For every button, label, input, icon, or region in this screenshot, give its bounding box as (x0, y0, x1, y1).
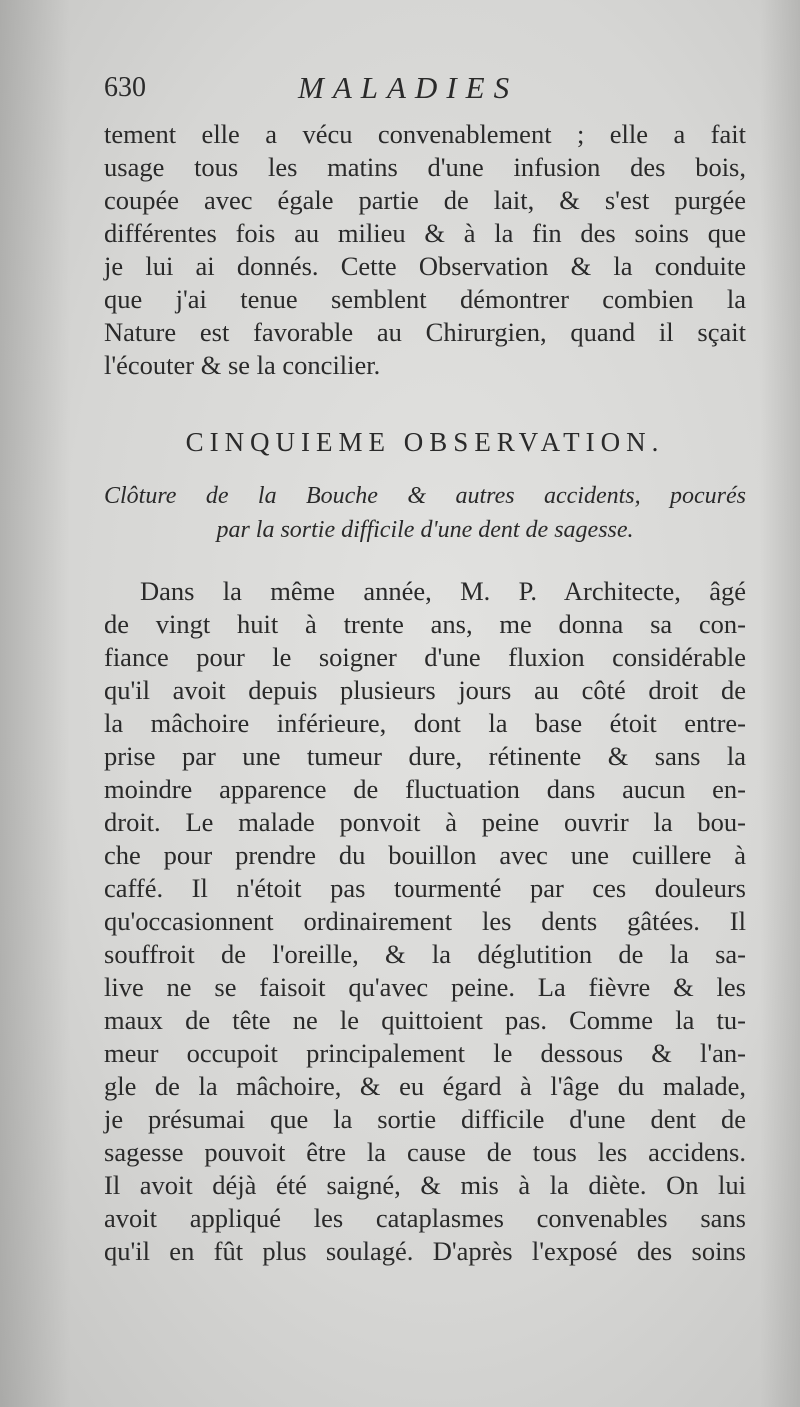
section-heading: CINQUIEME OBSERVATION. (185, 427, 665, 457)
text-line: droit. Le malade ponvoit à peine ouvrir la bou- (104, 807, 746, 837)
text-line: sagesse pouvoit être la cause de tous les accidens. (104, 1137, 746, 1167)
observation-subtitle (104, 479, 746, 547)
text-line: souffroit de l'oreille, & la déglutition de la sa- (104, 939, 746, 969)
text-line: la mâchoire inférieure, dont la base étoit entre- (104, 708, 746, 738)
text-line: Nature est favorable au Chirurgien, quand il sçait (104, 317, 746, 347)
text-line: je lui ai donnés. Cette Observation & la conduite (104, 251, 746, 281)
text-line: l'écouter & se la concilier. (104, 350, 381, 380)
text-line: live ne se faisoit qu'avec peine. La fièvre & les (104, 972, 746, 1002)
running-title: MALADIES (298, 70, 519, 105)
text-line: qu'il en fût plus soulagé. D'après l'exposé des soins (104, 1236, 746, 1266)
text-line: différentes fois au milieu & à la fin des soins que (104, 218, 746, 248)
text-block (104, 70, 746, 1268)
text-line: che pour prendre du bouillon avec une cuillere à (104, 840, 746, 870)
paragraph-2 (104, 575, 746, 1268)
text-line: Dans la même année, M. P. Architecte, âgé (140, 576, 746, 606)
text-line: fiance pour le soigner d'une fluxion considérable (104, 642, 746, 672)
text-line: de vingt huit à trente ans, me donna sa con- (104, 609, 746, 639)
paragraph-1 (104, 118, 746, 382)
text-line: usage tous les matins d'une infusion des bois, (104, 152, 746, 182)
text-line: moindre apparence de fluctuation dans aucun en- (104, 774, 746, 804)
running-head (104, 70, 746, 118)
page-number: 630 (104, 72, 146, 103)
text-line: qu'occasionnent ordinairement les dents gâtées. Il (104, 906, 746, 936)
page-edge-shadow (760, 0, 800, 1407)
text-line: maux de tête ne le quittoient pas. Comme la tu- (104, 1005, 746, 1035)
text-line: que j'ai tenue semblent démontrer combien la (104, 284, 746, 314)
subtitle-line-1: Clôture de la Bouche & autres accidents, pocurés (104, 483, 746, 509)
subtitle-line-2: par la sortie difficile d'une dent de sagesse. (216, 517, 634, 543)
gutter-shadow (0, 0, 70, 1407)
text-line: caffé. Il n'étoit pas tourmenté par ces douleurs (104, 873, 746, 903)
text-line: coupée avec égale partie de lait, & s'est purgée (104, 185, 746, 215)
text-line: qu'il avoit depuis plusieurs jours au côté droit de (104, 675, 746, 705)
text-line: je présumai que la sortie difficile d'une dent de (104, 1104, 746, 1134)
text-line: gle de la mâchoire, & eu égard à l'âge du malade, (104, 1071, 746, 1101)
text-line: prise par une tumeur dure, rétinente & sans la (104, 741, 746, 771)
text-line: avoit appliqué les cataplasmes convenables sans (104, 1203, 746, 1233)
text-line: meur occupoit principalement le dessous & l'an- (104, 1038, 746, 1068)
text-line: Il avoit déjà été saigné, & mis à la diète. On lui (104, 1170, 746, 1200)
text-line: tement elle a vécu convenablement ; elle a fait (104, 119, 746, 149)
